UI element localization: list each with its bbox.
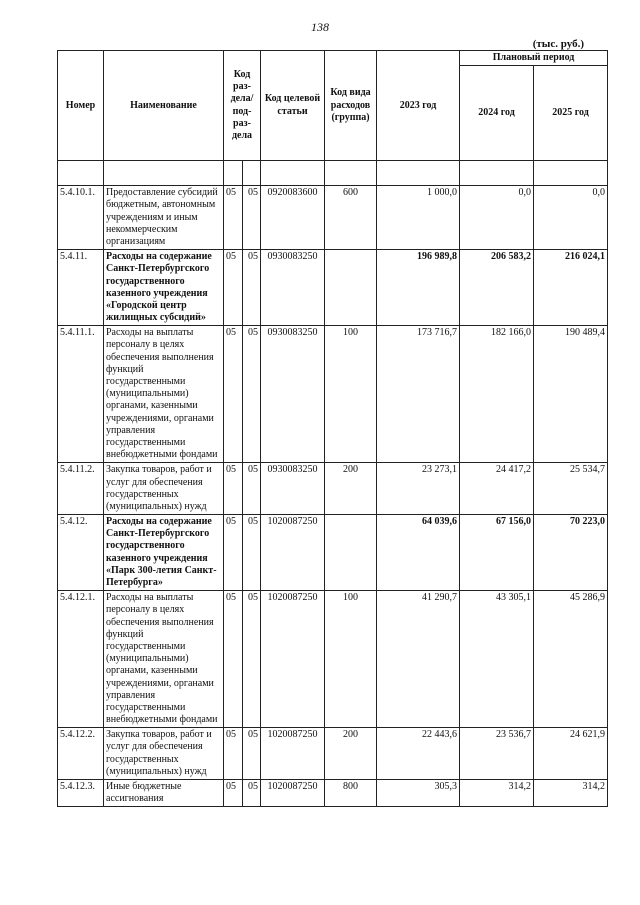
cell-tselevaya-statya: 1020087250 [261,591,325,728]
cell-podrazdel: 05 [243,728,261,780]
cell-2025: 70 223,0 [534,515,608,591]
cell-2025: 190 489,4 [534,326,608,463]
cell-name: Закупка товаров, работ и услуг для обеспечения государственных (муниципальных) нужд [104,463,224,515]
cell-2025: 45 286,9 [534,591,608,728]
cell-vid-raskhodov: 200 [325,463,377,515]
header-kod-vida: Код вида расходов (группа) [325,51,377,161]
table-header [58,51,608,161]
cell-tselevaya-statya: 0930083250 [261,326,325,463]
cell-razdel: 05 [224,515,243,591]
cell-razdel: 05 [224,591,243,728]
header-planovyi-period: Плановый период [460,51,608,66]
cell-name: Закупка товаров, работ и услуг для обеспечения государственных (муниципальных) нужд [104,728,224,780]
cell-2023: 41 290,7 [377,591,460,728]
cell-nomer: 5.4.12.1. [58,591,104,728]
table-row [58,250,608,326]
header-year-2023: 2023 год [377,51,460,161]
cell-vid-raskhodov: 800 [325,780,377,807]
cell-name: Расходы на содержание Санкт-Петербургского государственного казенного учреждения «Парк 300-летия Санкт-Петербурга» [104,515,224,591]
cell-vid-raskhodov: 100 [325,326,377,463]
cell-podrazdel: 05 [243,326,261,463]
cell-2024: 182 166,0 [460,326,534,463]
cell-tselevaya-statya: 0920083600 [261,186,325,250]
cell-2025: 0,0 [534,186,608,250]
cell-podrazdel: 05 [243,591,261,728]
cell-nomer: 5.4.10.1. [58,186,104,250]
page-number: 138 [311,20,329,34]
cell-razdel: 05 [224,250,243,326]
header-nomer: Номер [58,51,104,161]
cell-podrazdel: 05 [243,463,261,515]
header-year-2024: 2024 год [460,66,534,161]
table-row [58,728,608,780]
cell-2025: 25 534,7 [534,463,608,515]
cell-nomer: 5.4.11. [58,250,104,326]
cell-razdel: 05 [224,463,243,515]
cell-tselevaya-statya: 0930083250 [261,250,325,326]
header-kod-tselevoy: Код целевой статьи [261,51,325,161]
cell-podrazdel: 05 [243,515,261,591]
cell-podrazdel: 05 [243,780,261,807]
cell-2023: 173 716,7 [377,326,460,463]
table-row [58,326,608,463]
cell-razdel: 05 [224,326,243,463]
cell-nomer: 5.4.12.2. [58,728,104,780]
cell-2024: 314,2 [460,780,534,807]
units-label: (тыс. руб.) [532,38,584,50]
cell-2023: 1 000,0 [377,186,460,250]
cell-vid-raskhodov: 100 [325,591,377,728]
cell-2024: 67 156,0 [460,515,534,591]
cell-podrazdel: 05 [243,250,261,326]
cell-2023: 64 039,6 [377,515,460,591]
cell-nomer: 5.4.11.1. [58,326,104,463]
cell-2025: 24 621,9 [534,728,608,780]
table-row [58,515,608,591]
cell-name: Расходы на выплаты персоналу в целях обеспечения выполнения функций государственными (муниципальными) органами, казенными учреждениями, органами управления государственными внебюджетными фондами [104,326,224,463]
cell-2023: 196 989,8 [377,250,460,326]
cell-2024: 0,0 [460,186,534,250]
cell-2023: 22 443,6 [377,728,460,780]
cell-name: Расходы на выплаты персоналу в целях обеспечения выполнения функций государственными (муниципальными) органами, казенными учреждениями, органами управления государственными внебюджетными фондами [104,591,224,728]
table-row [58,463,608,515]
cell-vid-raskhodov: 600 [325,186,377,250]
table-row [58,591,608,728]
cell-vid-raskhodov [325,250,377,326]
table-row [58,186,608,250]
cell-razdel: 05 [224,728,243,780]
cell-name: Предоставление субсидий бюджетным, автономным учреждениям и иным некоммерческим организациям [104,186,224,250]
cell-tselevaya-statya: 0930083250 [261,463,325,515]
cell-vid-raskhodov [325,515,377,591]
cell-2024: 24 417,2 [460,463,534,515]
cell-2024: 23 536,7 [460,728,534,780]
cell-2025: 314,2 [534,780,608,807]
cell-razdel: 05 [224,780,243,807]
cell-nomer: 5.4.11.2. [58,463,104,515]
cell-2023: 305,3 [377,780,460,807]
cell-nomer: 5.4.12.3. [58,780,104,807]
cell-tselevaya-statya: 1020087250 [261,780,325,807]
header-kod-razdela: Код раз-дела/ под-раз-дела [224,51,261,161]
cell-name: Расходы на содержание Санкт-Петербургского государственного казенного учреждения «Городской центр жилищных субсидий» [104,250,224,326]
cell-tselevaya-statya: 1020087250 [261,515,325,591]
cell-2025: 216 024,1 [534,250,608,326]
cell-vid-raskhodov: 200 [325,728,377,780]
cell-2024: 43 305,1 [460,591,534,728]
cell-2024: 206 583,2 [460,250,534,326]
budget-table [57,50,608,807]
spacer-row [58,161,608,186]
table-row [58,780,608,807]
table-body [58,161,608,807]
cell-nomer: 5.4.12. [58,515,104,591]
header-year-2025: 2025 год [534,66,608,161]
cell-podrazdel: 05 [243,186,261,250]
cell-2023: 23 273,1 [377,463,460,515]
cell-tselevaya-statya: 1020087250 [261,728,325,780]
cell-name: Иные бюджетные ассигнования [104,780,224,807]
header-naimenovanie: Наименование [104,51,224,161]
cell-razdel: 05 [224,186,243,250]
